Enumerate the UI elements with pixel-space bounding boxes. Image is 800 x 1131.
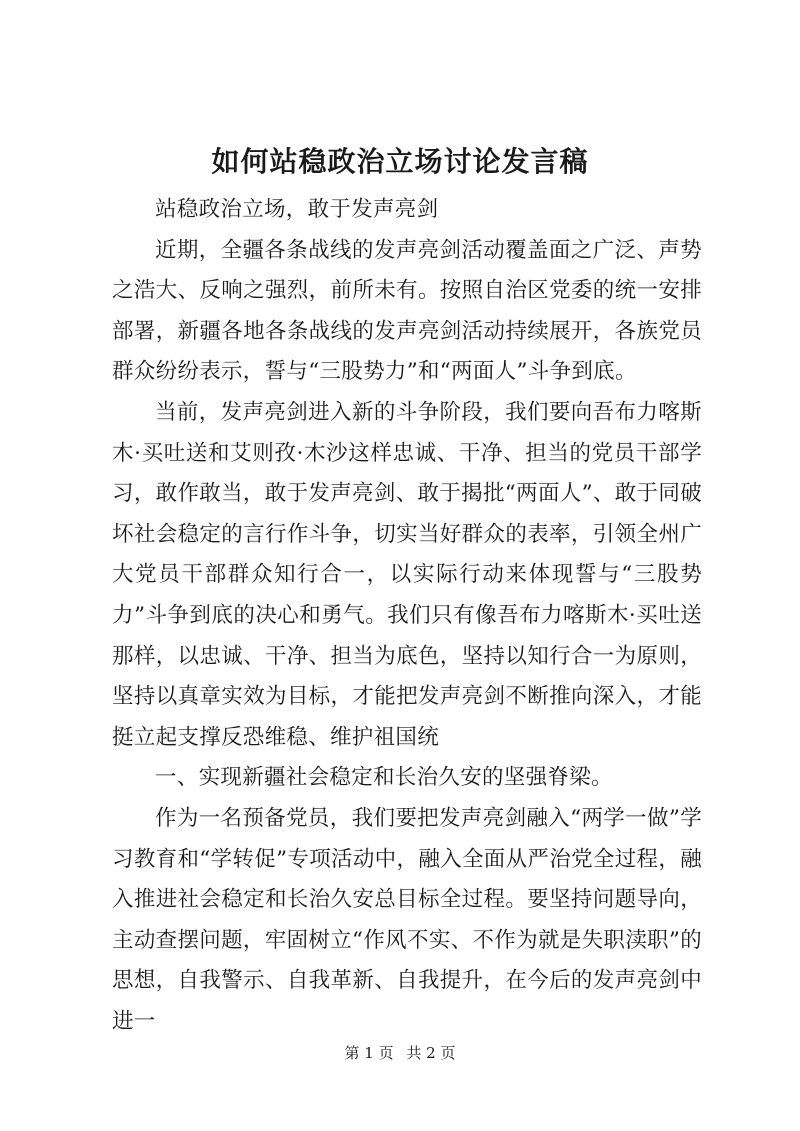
page-total: 共 2 页 bbox=[406, 1044, 456, 1062]
body-paragraph: 作为一名预备党员，我们要把发声亮剑融入“两学一做”学习教育和“学转促”专项活动中，融入全面从严治党全过程，融入推进社会稳定和长治久安总目标全过程。要坚持问题导向，主动查摆问题，牢固树立“作风不实、不作为就是失职渎职”的思想，自我警示、自我革新、自我提升，在今后的发声亮剑中进一 bbox=[112, 805, 702, 1034]
body-paragraph: 当前，发声亮剑进入新的斗争阶段，我们要向吾布力喀斯木·买吐送和艾则孜·木沙这样忠诚、干净、担当的党员干部学习，敢作敢当，敢于发声亮剑、敢于揭批“两面人”、敢于同破坏社会稳定的言行作斗争，切实当好群众的表率，引领全州广大党员干部群众知行合一，以实际行动来体现誓与“三股势力”斗争到底的决心和勇气。我们只有像吾布力喀斯木·买吐送那样，以忠诚、干净、担当为底色，坚持以知行合一为原则，坚持以真章实效为目标，才能把发声亮剑不断推向深入，才能挺立起支撑反恐维稳、维护祖国统 bbox=[112, 399, 702, 750]
subtitle-paragraph: 站稳政治立场，敢于发声亮剑 bbox=[155, 197, 439, 222]
document-title: 如何站稳政治立场讨论发言稿 bbox=[211, 145, 589, 178]
section-heading: 一、实现新疆社会稳定和长治久安的坚强脊梁。 bbox=[155, 765, 613, 791]
page-number: 第 1 页 bbox=[344, 1044, 394, 1062]
body-paragraph: 近期，全疆各条战线的发声亮剑活动覆盖面之广泛、声势之浩大、反响之强烈，前所未有。按照自治区党委的统一安排部署，新疆各地各条战线的发声亮剑活动持续展开，各族党员群众纷纷表示，誓与“三股势力”和“两面人”斗争到底。 bbox=[112, 237, 702, 385]
page-footer bbox=[0, 1043, 800, 1063]
document-body bbox=[112, 190, 702, 1042]
